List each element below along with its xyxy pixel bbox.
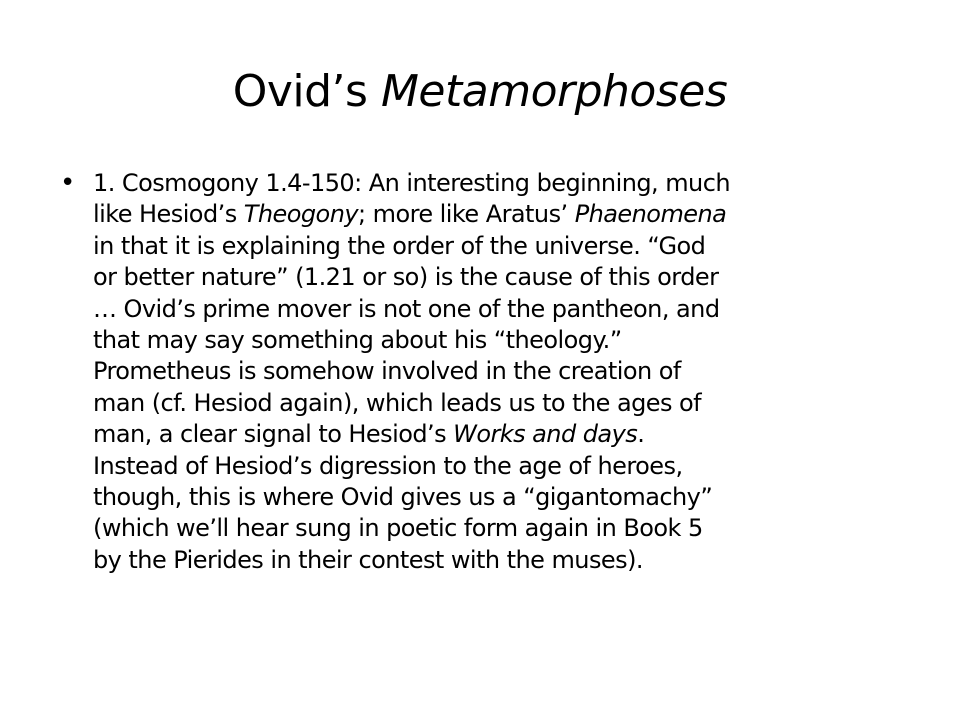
bullet-text-segment: Instead of Hesiod’s digression to the age of heroes, (93, 451, 683, 480)
bullet-italic-title: Phaenomena (574, 200, 727, 229)
bullet-text-segment: … Ovid’s prime mover is not one of the pantheon, and (93, 294, 720, 323)
slide-title-italic: Metamorphoses (380, 66, 728, 117)
bullet-italic-title: Theogony (243, 200, 359, 229)
bullet-text (93, 168, 920, 576)
bullet-italic-title: Works and days (453, 420, 638, 449)
slide-title-prefix: Ovid’s (232, 66, 381, 117)
bullet-text-segment: that may say something about his “theology.” (93, 326, 622, 355)
bullet-line (93, 199, 920, 230)
bullet-text-segment: or better nature” (1.21 or so) is the cause of this order (93, 263, 719, 292)
bullet-line (93, 262, 920, 293)
bullet-line (93, 388, 920, 419)
bullet-text-segment: (which we’ll hear sung in poetic form again in Book 5 (93, 514, 703, 543)
bullet-text-segment: man, a clear signal to Hesiod’s (93, 420, 454, 449)
bullet-text-segment: like Hesiod’s (93, 200, 244, 229)
bullet-line (93, 168, 920, 199)
bullet-text-segment: man (cf. Hesiod again), which leads us to the ages of (93, 388, 702, 417)
bullet-text-segment: in that it is explaining the order of the universe. “God (93, 231, 706, 260)
bullet-line (93, 356, 920, 387)
bullet-line (93, 419, 920, 450)
bullet-text-segment: . (637, 420, 645, 449)
bullet-text-segment: 1. Cosmogony 1.4-150: An interesting beginning, much (93, 169, 731, 197)
bullet-line (93, 294, 920, 325)
bullet-line (93, 325, 920, 356)
bullet-item (60, 168, 920, 576)
bullet-text-segment: though, this is where Ovid gives us a “gigantomachy” (93, 483, 713, 512)
bullet-line (93, 482, 920, 513)
bullet-text-segment: ; more like Aratus’ (358, 200, 575, 229)
slide-title (48, 60, 912, 124)
bullet-line (93, 231, 920, 262)
bullet-dot: • (60, 168, 76, 198)
bullet-line (93, 451, 920, 482)
bullet-line (93, 513, 920, 544)
bullet-line (93, 545, 920, 576)
bullet-text-segment: by the Pierides in their contest with the muses). (93, 545, 643, 574)
bullet-text-segment: Prometheus is somehow involved in the creation of (93, 357, 681, 386)
slide-content (60, 168, 920, 576)
